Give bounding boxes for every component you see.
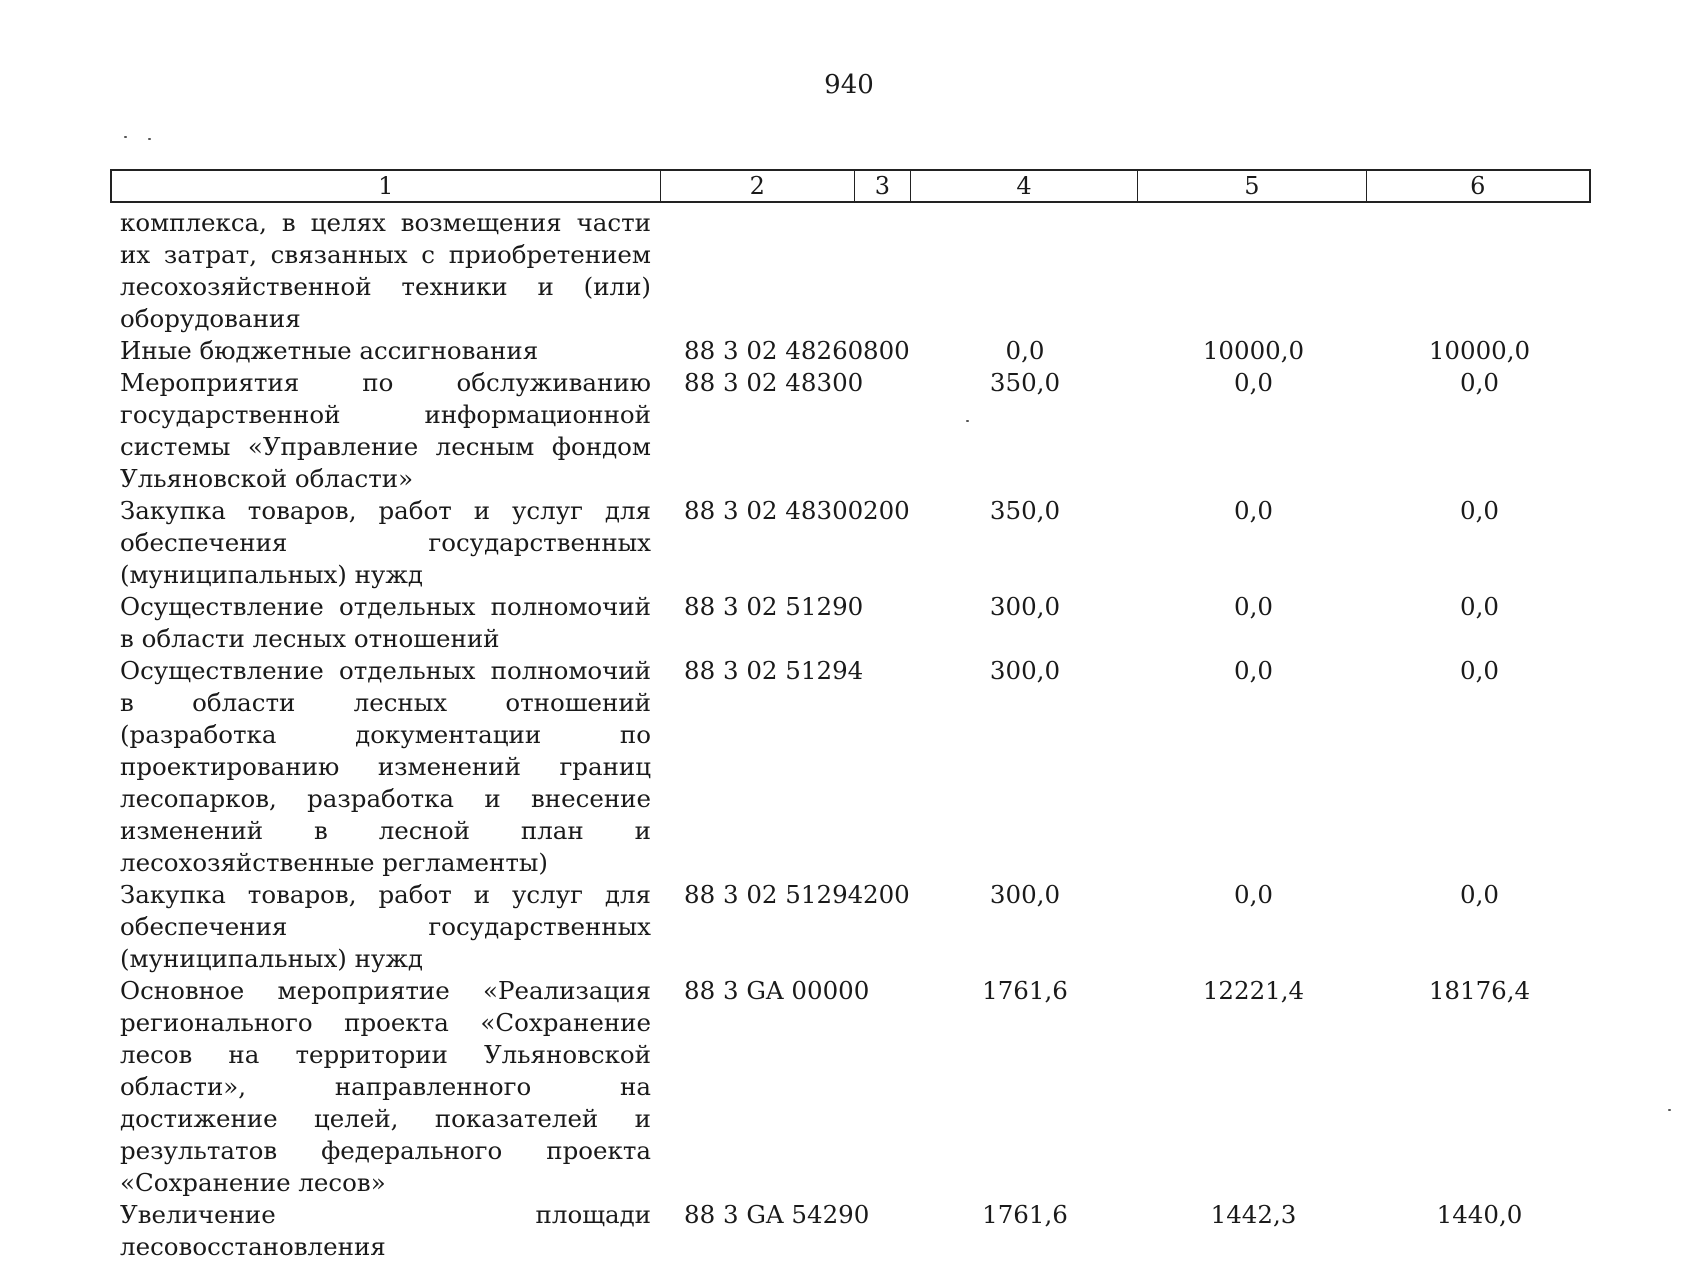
value-cell-col5: 0,0 [1234,656,1273,685]
item-name-cell [110,207,660,335]
value-cell-col4: 350,0 [989,496,1061,525]
value-cell-col4: 300,0 [989,880,1061,909]
value-cell-col5: 0,0 [1234,880,1273,909]
scan-speck [148,138,151,140]
item-name: Основное мероприятие «Реализация регионального проекта «Сохранение лесов на территории Ульяновской области», направленного на достижение целей, показателей и результатов федерального проекта «Сохранение лесов» [120,976,651,1197]
column-header-4: 4 [911,171,1138,201]
table-row [110,335,1591,367]
code-cell: 88 3 02 51294 [684,656,864,685]
item-name: комплекса, в целях возмещения части их затрат, связанных с приобретением лесохозяйственной техники и (или) оборудования [120,208,651,333]
value-cell-col4: 1761,6 [982,976,1068,1005]
value-cell-col5: 0,0 [1234,368,1273,397]
type-cell: 800 [863,336,910,365]
value-cell-col6: 0,0 [1460,368,1499,397]
column-header-3: 3 [855,171,911,201]
code-cell [660,207,855,335]
value-cell-col6: 1440,0 [1436,1200,1523,1229]
code-cell: 88 3 02 48300 [684,368,864,397]
column-header-2: 2 [661,171,855,201]
scan-speck [1668,1109,1671,1111]
value-cell-col4: 300,0 [989,592,1061,621]
value-cell-col5: 0,0 [1234,496,1273,525]
type-cell [855,975,911,1199]
table-row [110,591,1591,655]
value-cell-col6: 0,0 [1460,656,1499,685]
code-cell: 88 3 02 48300 [684,496,864,525]
code-cell: 88 3 GA 54290 [684,1200,870,1229]
item-name-cell [110,495,660,591]
value-cell-col6: 18176,4 [1428,976,1531,1005]
table-row [110,207,1591,335]
scan-speck [966,420,969,422]
value-cell-col5: 1442,3 [1210,1200,1297,1229]
item-name: Мероприятия по обслуживанию государственной информационной системы «Управление лесным фондом Ульяновской области» [120,368,651,493]
value-cell-col6: 0,0 [1460,880,1499,909]
column-header-1: 1 [112,171,661,201]
code-cell: 88 3 GA 00000 [684,976,870,1005]
item-name-cell [110,975,660,1199]
value-cell-col4: 350,0 [989,368,1061,397]
value-cell-col4: 0,0 [1005,336,1045,365]
value-cell-col6 [1368,207,1591,335]
item-name: Осуществление отдельных полномочий в области лесных отношений (разработка документации по проектированию изменений границ лесопарков, разработка и внесение изменений в лесной план и лесохозяйственные регламенты) [120,656,651,877]
code-cell: 88 3 02 51290 [684,592,864,621]
item-name-cell [110,655,660,879]
code-cell: 88 3 02 51294 [684,880,864,909]
column-header-6: 6 [1470,172,1486,200]
item-name-cell [110,879,660,975]
table-header-row [110,169,1591,203]
type-cell [855,367,911,495]
item-name: Иные бюджетные ассигнования [120,336,539,365]
item-name-cell [110,1199,660,1263]
budget-table-body [110,207,1591,1263]
item-name: Закупка товаров, работ и услуг для обеспечения государственных (муниципальных) нужд [120,496,651,589]
value-cell-col5: 12221,4 [1202,976,1305,1005]
value-cell-col5: 10000,0 [1202,336,1305,365]
column-header-5: 5 [1138,171,1366,201]
code-cell: 88 3 02 48260 [684,336,864,365]
item-name-cell [110,591,660,655]
value-cell-col6: 0,0 [1460,592,1499,621]
item-name: Увеличение площади лесовосстановления [120,1200,651,1261]
type-cell: 200 [863,880,910,909]
table-row [110,975,1591,1199]
type-cell [855,207,911,335]
value-cell-col4: 1761,6 [982,1200,1068,1229]
value-cell-col4: 300,0 [989,656,1061,685]
value-cell-col5: 0,0 [1234,592,1273,621]
page-number: 940 [824,70,874,100]
table-row [110,1199,1591,1263]
item-name-cell [110,367,660,495]
type-cell [855,591,911,655]
item-name-cell [110,335,660,367]
scan-speck [124,136,127,138]
table-row [110,879,1591,975]
type-cell: 200 [863,496,910,525]
table-row [110,367,1591,495]
value-cell-col5 [1139,207,1368,335]
item-name: Осуществление отдельных полномочий в области лесных отношений [120,592,651,653]
type-cell [855,1199,911,1263]
type-cell [855,655,911,879]
value-cell-col6: 10000,0 [1428,336,1531,365]
value-cell-col6: 0,0 [1460,496,1499,525]
value-cell-col4 [911,207,1139,335]
table-row [110,655,1591,879]
table-row [110,495,1591,591]
item-name: Закупка товаров, работ и услуг для обеспечения государственных (муниципальных) нужд [120,880,651,973]
